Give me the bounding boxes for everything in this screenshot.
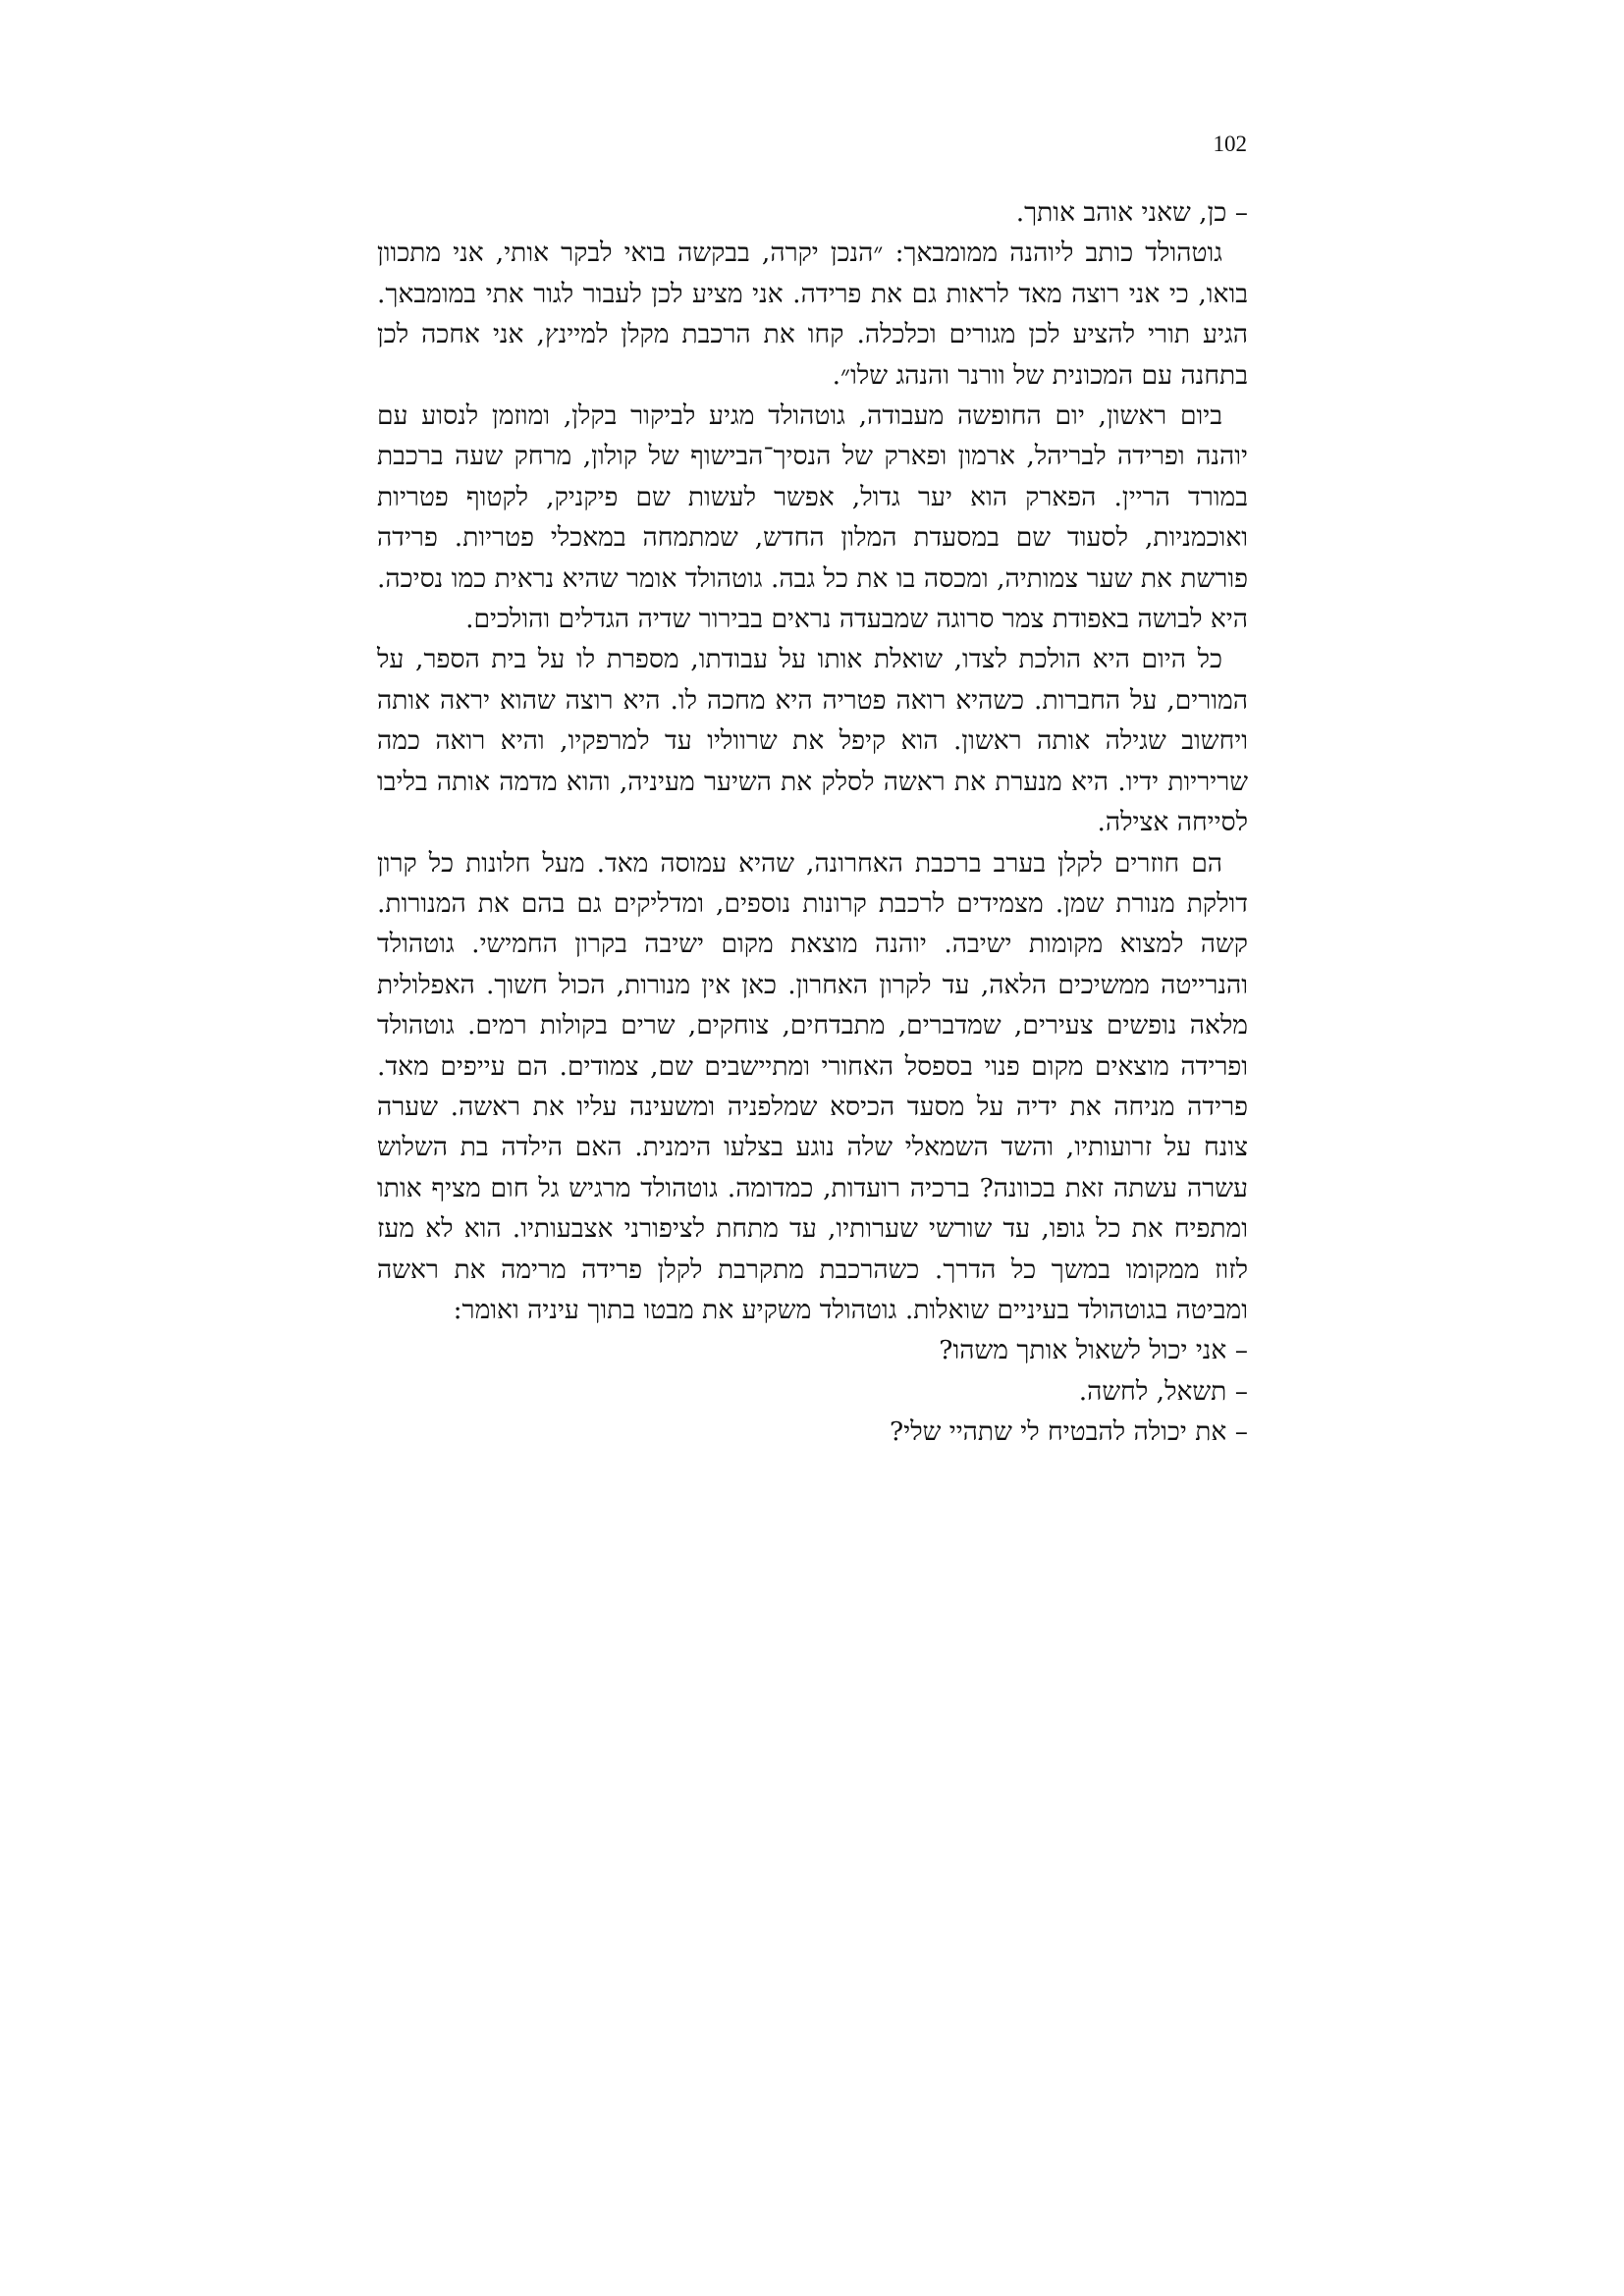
paragraph: ביום ראשון, יום החופשה מעבודה, גוטהולד מגיע לביקור בקלן, ומוזמן לנסוע עם יוהנה ופרידה לבריהל, ארמון ופארק של הנסיך־הבישוף של קולון, מרחק שעה ברכבת במורד הריין. הפארק הוא יער גדול, אפשר לעשות שם פיקניק, לקטוף פטריות ואוכמניות, לסעוד שם במסעדת המלון החדש, שמתמחה במאכלי פטריות. פרידה פורשת את שער צמותיה, ומכסה בו את כל גבה. גוטהולד אומר שהיא נראית כמו נסיכה. היא לבושה באפודת צמר סרוגה שמבעדה נראים בבירור שדיה הגדלים והולכים. xyxy=(377,400,1248,635)
dialogue-line: – כן, שאני אוהב אותך. xyxy=(1015,197,1248,228)
body-text xyxy=(377,192,1248,1453)
paragraph: הם חוזרים לקלן בערב ברכבת האחרונה, שהיא עמוסה מאד. מעל חלונות כל קרון דולקת מנורת שמן. מצמידים לרכבת קרונות נוספים, ומדליקים גם בהם את המנורות. קשה למצוא מקומות ישיבה. יוהנה מוצאת מקום ישיבה בקרון החמישי. גוטהולד והנרייטה ממשיכים הלאה, עד לקרון האחרון. כאן אין מנורות, הכול חשוך. האפלולית מלאה נופשים צעירים, שמדברים, מתבדחים, צוחקים, שרים בקולות רמים. גוטהולד ופרידה מוצאים מקום פנוי בספסל האחורי ומתיישבים שם, צמודים. הם עייפים מאד. פרידה מניחה את ידיה על מסעד הכיסא שמלפניה ומשעינה עליו את ראשה. שערה צונח על זרועותיו, והשד השמאלי שלה נוגע בצלעו הימנית. האם הילדה בת השלוש עשרה עשתה זאת בכוונה? ברכיה רועדות, כמדומה. גוטהולד מרגיש גל חום מציף אותו ומתפיח את כל גופו, עד שורשי שערותיו, עד מתחת לציפורני אצבעותיו. הוא לא מעז לזוז ממקומו במשך כל הדרך. כשהרכבת מתקרבת לקלן פרידה מרימה את ראשה ומביטה בגוטהולד בעיניים שואלות. גוטהולד משקיע את מבטו בתוך עיניה ואומר: xyxy=(377,847,1248,1325)
dialogue-line: – את יכולה להבטיח לי שתהיי שלי? xyxy=(890,1416,1248,1448)
paragraph: גוטהולד כותב ליוהנה ממומבאך: ״הנכן יקרה, בבקשה בואי לבקר אותי, אני מתכוון בואו, כי אני רוצה מאד לראות גם את פרידה. אני מציע לכן לעבור לגור אתי במומבאך. הגיע תורי להציע לכן מגורים וכלכלה. קחו את הרכבת מקלן למיינץ, אני אחכה לכן בתחנה עם המכונית של וורנר והנהג שלו״. xyxy=(377,238,1248,391)
paragraph: כל היום היא הולכת לצדו, שואלת אותו על עבודתו, מספרת לו על בית הספר, על המורים, על החברות. כשהיא רואה פטריה היא מחכה לו. היא רוצה שהוא יראה אותה ויחשוב שגילה אותה ראשון. הוא קיפל את שרווליו עד למרפקיו, והיא רואה כמה שריריות ידיו. היא מנערת את ראשה לסלק את השיער מעיניה, והוא מדמה אותה בליבו לסייחה אצילה. xyxy=(377,644,1248,838)
dialogue-line: – תשאל, לחשה. xyxy=(1078,1375,1248,1407)
dialogue-line: – אני יכול לשאול אותך משהו? xyxy=(939,1335,1248,1366)
page-number: 102 xyxy=(1213,132,1247,156)
